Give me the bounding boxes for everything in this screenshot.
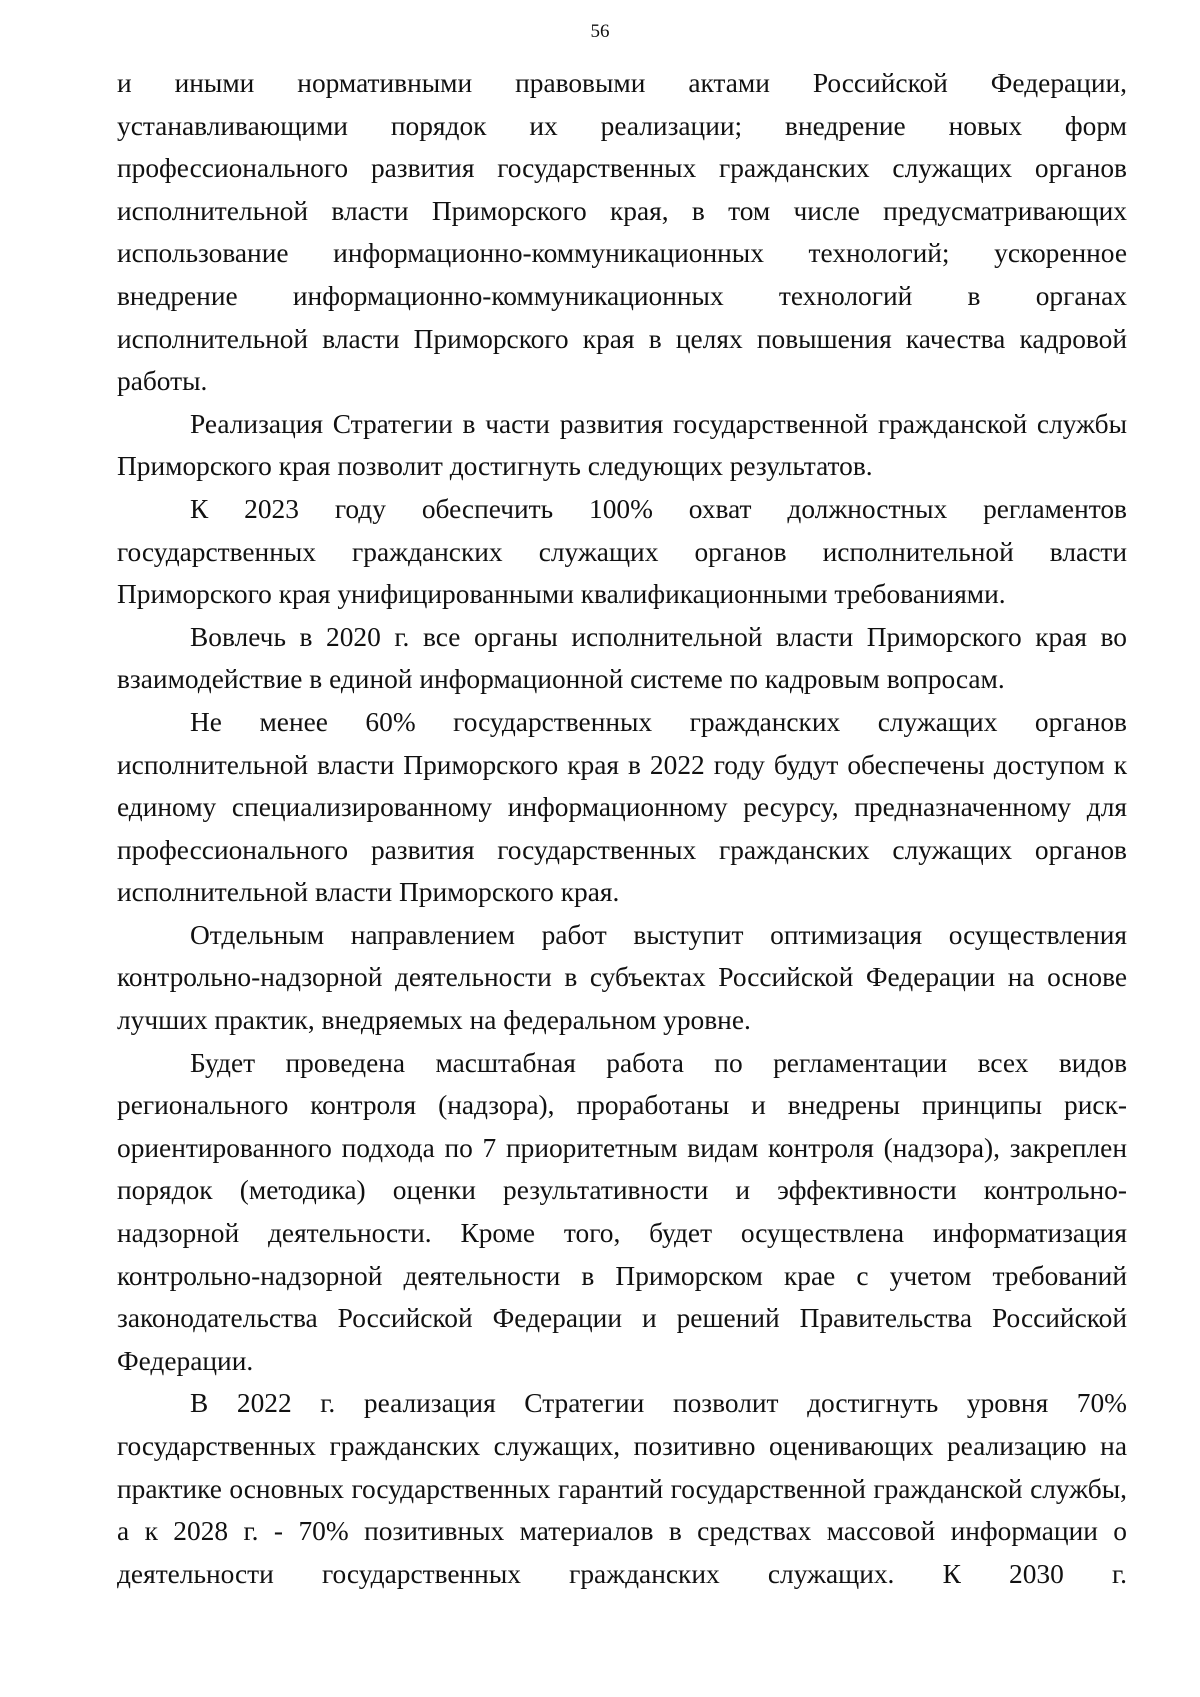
paragraph: Отдельным направлением работ выступит оптимизация осуществления контрольно-надзорной деятельности в субъектах Российской Федерации на основе лучших практик, внедряемых на федеральном уровне. [117, 919, 1127, 1036]
document-body [117, 62, 1127, 1595]
paragraph: Не менее 60% государственных гражданских служащих органов исполнительной власти Приморского края в 2022 году будут обеспечены доступом к единому специализированному информационному ресурсу, предназначенному для профессионального развития государственных гражданских служащих органов исполнительной власти Приморского края. [117, 706, 1127, 908]
paragraph: К 2023 году обеспечить 100% охват должностных регламентов государственных гражданских служащих органов исполнительной власти Приморского края унифицированными квалификационными требованиями. [117, 493, 1127, 610]
paragraph: Реализация Стратегии в части развития государственной гражданской службы Приморского края позволит достигнуть следующих результатов. [117, 408, 1127, 482]
paragraph: и иными нормативными правовыми актами Российской Федерации, устанавливающими порядок их реализации; внедрение новых форм профессионального развития государственных гражданских служащих органов исполнительной власти Приморского края, в том числе предусматривающих использование информационно-коммуникационных технологий; ускоренное внедрение информационно-коммуникационных технологий в органах исполнительной власти Приморского края в целях повышения качества кадровой работы. [117, 68, 1127, 397]
paragraph: В 2022 г. реализация Стратегии позволит достигнуть уровня 70% государственных гражданских служащих, позитивно оценивающих реализацию на практике основных государственных гарантий государственной гражданской службы, а к 2028 г. - 70% позитивных материалов в средствах массовой информации о деятельности государственных гражданских служащих. К 2030 г. [117, 1388, 1127, 1589]
paragraph: Будет проведена масштабная работа по регламентации всех видов регионального контроля (надзора), проработаны и внедрены принципы риск-ориентированного подхода по 7 приоритетным видам контроля (надзора), закреплен порядок (методика) оценки результативности и эффективности контрольно-надзорной деятельности. Кроме того, будет осуществлена информатизация контрольно-надзорной деятельности в Приморском крае с учетом требований законодательства Российской Федерации и решений Правительства Российской Федерации. [117, 1047, 1127, 1376]
paragraph: Вовлечь в 2020 г. все органы исполнительной власти Приморского края во взаимодействие в единой информационной системе по кадровым вопросам. [117, 621, 1127, 695]
page-number: 56 [590, 21, 610, 42]
